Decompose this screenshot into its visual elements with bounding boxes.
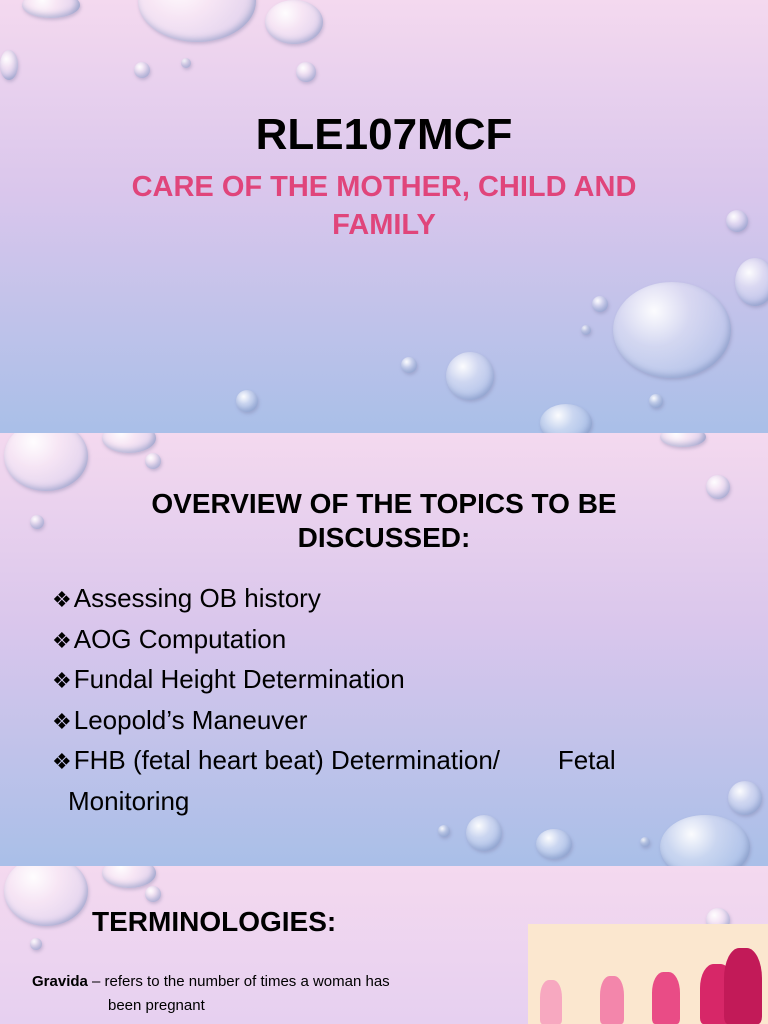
diamond-bullet-icon: ❖ [52, 587, 72, 612]
topic-list [52, 579, 732, 820]
water-drop [660, 433, 706, 447]
diamond-bullet-icon: ❖ [52, 668, 72, 693]
diamond-bullet-icon: ❖ [52, 749, 72, 774]
water-drop [401, 357, 417, 373]
water-drop [134, 62, 150, 78]
water-drop [145, 453, 161, 469]
water-drop [145, 886, 161, 902]
list-item: ❖AOG Computation [52, 623, 287, 654]
silhouette [652, 972, 680, 1024]
water-drop [592, 296, 608, 312]
water-drop [4, 433, 88, 491]
diamond-bullet-icon: ❖ [52, 627, 72, 653]
slide-overview [0, 433, 768, 866]
overview-heading: OVERVIEW OF THE TOPICS TO BE DISCUSSED: [151, 488, 617, 553]
water-drop [265, 0, 323, 44]
silhouette [724, 948, 762, 1024]
water-drop [181, 58, 191, 68]
course-code: RLE107MCF [255, 110, 513, 159]
water-drop [640, 837, 650, 847]
water-drop [102, 433, 156, 453]
water-drop [540, 404, 592, 433]
list-item: ❖FHB (fetal heart beat) Determination/ Fetal Monitoring [52, 745, 623, 816]
diamond-bullet-icon: ❖ [52, 708, 72, 734]
list-item: ❖Assessing OB history [52, 583, 321, 613]
silhouette [600, 976, 624, 1024]
water-drop [296, 62, 316, 82]
water-drop [536, 829, 572, 859]
silhouette [540, 980, 562, 1024]
water-drop [102, 866, 156, 888]
slide-terminologies [0, 866, 768, 1024]
term-word: Gravida [32, 973, 88, 990]
water-drop [466, 815, 502, 851]
water-drop [581, 325, 591, 335]
water-drop [22, 0, 80, 18]
slide-title [0, 0, 768, 433]
water-drop [0, 50, 18, 80]
term-definition: Gravida – refers to the number of times a woman has been pregnant [32, 973, 390, 1014]
water-drop [613, 282, 731, 378]
water-drop [660, 815, 750, 866]
water-drop [446, 352, 494, 400]
water-drop [236, 390, 258, 412]
water-drop [4, 866, 88, 926]
water-drop [30, 938, 42, 950]
course-subtitle: CARE OF THE MOTHER, CHILD AND FAMILY [131, 171, 637, 241]
water-drop [649, 394, 663, 408]
list-item: ❖Leopold’s Maneuver [52, 704, 308, 735]
water-drop [138, 0, 256, 42]
pregnancy-stages-image [528, 924, 768, 1024]
terminologies-heading: TERMINOLOGIES: [92, 906, 337, 937]
water-drop [735, 258, 768, 306]
list-item: ❖Fundal Height Determination [52, 664, 405, 694]
water-drop [728, 781, 762, 815]
water-drop [438, 825, 450, 837]
